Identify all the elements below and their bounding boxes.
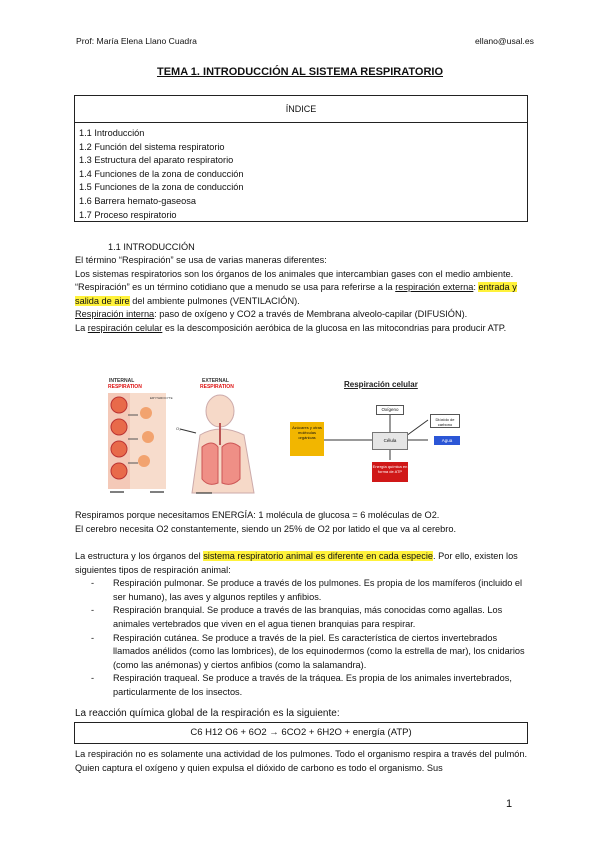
page-number: 1 [506, 798, 513, 810]
header-author: Prof: María Elena Llano Cuadra [76, 36, 197, 46]
reaction-formula: C6 H12 O6 + 6O2 → 6CO2 + 6H2O + energía (ATP) [74, 722, 528, 744]
index-box [74, 95, 528, 222]
svg-text:ERYTHROCYTE: ERYTHROCYTE [150, 396, 173, 400]
index-item: 1.1 Introducción [79, 128, 145, 138]
energy-p2: El cerebro necesita O2 constantemente, siendo un 25% de O2 por latido el que va al cerebro. [75, 523, 457, 534]
internal-label-1: INTERNAL [109, 378, 135, 384]
list-item: - Respiración traqueal. Se produce a través de la tráquea. Es propia de los animales invertebrados, particularmente de los insectos. [75, 672, 527, 699]
closing-paragraph: La respiración no es solamente una actividad de los pulmones. Todo el organismo respira a través del pulmón. Quien captura el oxígeno y quien expulsa el dióxido de carbono es todo el organismo. Sus [75, 749, 527, 773]
term-respiracion-externa: respiración externa [395, 282, 474, 293]
types-list [75, 577, 527, 699]
list-item: - Respiración cutánea. Se produce a través de la piel. Es característica de ciertos invertebrados llamados anélidos (como las lombrices), de los equinodermos (como la estrella de mar), los cnidarios (como las anémonas) y ciertos anfibios (como la salamandra). [75, 632, 527, 673]
energy-p1: Respiramos porque necesitamos ENERGÍA: 1 molécula de glucosa = 6 moléculas de O2. [75, 510, 440, 520]
term-respiracion-celular: respiración celular [87, 322, 163, 333]
intro-p1: El término “Respiración” se usa de varias maneras diferentes: [75, 255, 327, 265]
index-item: 1.2 Función del sistema respiratorio [79, 141, 225, 152]
diagram-title: Respiración celular [344, 380, 418, 389]
cellular-respiration-diagram [288, 380, 474, 484]
index-item: 1.6 Barrera hemato-gaseosa [79, 195, 196, 206]
external-label-2: RESPIRATION [200, 384, 234, 390]
svg-text:O₂: O₂ [176, 426, 181, 431]
intro-text [75, 254, 527, 336]
respiration-illustration [104, 375, 272, 499]
index-heading: ÍNDICE [75, 96, 527, 123]
index-list [75, 123, 527, 222]
lungs-alveoli-icon [104, 375, 272, 499]
page-title: TEMA 1. INTRODUCCIÓN AL SISTEMA RESPIRATORIO [156, 66, 444, 78]
list-item: - Respiración branquial. Se produce a través de las branquias, más conocidas como agallas. Los animales vertebrados que viven en el agua tienen branquias para respirar. [75, 604, 527, 631]
box-co2: Dióxido de carbono [430, 414, 460, 428]
intro-p4: Respiración interna: paso de oxígeno y CO2 a través de Membrana alveolo-capilar (DIFUSIÓN). [75, 309, 468, 320]
box-cell: Célula [372, 432, 408, 450]
types-intro: La estructura y los órganos del sistema respiratorio animal es diferente en cada especie. Por ello, existen los siguientes tipos de respiración animal: [75, 551, 518, 575]
index-item: 1.3 Estructura del aparato respiratorio [79, 155, 234, 166]
term-respiracion-interna: Respiración interna [75, 309, 155, 320]
index-item: 1.4 Funciones de la zona de conducción [79, 168, 244, 179]
index-item: 1.5 Funciones de la zona de conducción [79, 182, 244, 193]
box-oxygen: Oxígeno [376, 405, 404, 415]
types-section [75, 550, 527, 700]
internal-label-2: RESPIRATION [108, 384, 142, 390]
energy-text [75, 509, 527, 536]
list-item: - Respiración pulmonar. Se produce a través de los pulmones. Es propia de los mamíferos (incluido el ser humano), las aves y algunos reptiles y anfibios. [75, 577, 527, 604]
box-energy: Energía química en forma de ATP [372, 462, 408, 482]
header-email: ellano@usal.es [475, 36, 534, 46]
intro-p5: La respiración celular es la descomposición aeróbica de la glucosa en las mitocondrias para producir ATP. [75, 322, 507, 333]
reaction-intro: La reacción química global de la respiración es la siguiente: [75, 708, 340, 719]
highlight-diferente-especie: sistema respiratorio animal es diferente en cada especie [203, 551, 433, 561]
external-label-1: EXTERNAL [202, 378, 229, 384]
intro-p3: “Respiración” es un término cotidiano que a menudo se usa para referirse a la respiración externa: entrada y salida de aire del ambiente pulmones (VENTILACIÓN). [75, 282, 517, 306]
section-heading-intro: 1.1 INTRODUCCIÓN [108, 242, 195, 252]
index-item: 1.7 Proceso respiratorio [79, 209, 177, 220]
intro-p2: Los sistemas respiratorios son los órganos de los animales que intercambian gases con el medio ambiente. [75, 268, 514, 279]
box-water: Agua [434, 436, 460, 445]
box-sugars: Azúcares y otras moléculas orgánicas [290, 422, 324, 456]
highlight-entrada-salida: entrada y salida de aire [75, 282, 517, 306]
